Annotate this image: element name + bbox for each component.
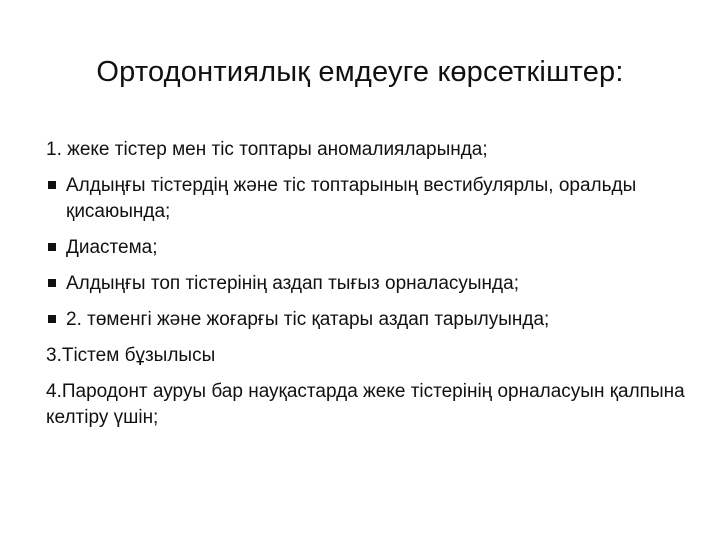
square-bullet-icon [48,243,56,251]
list-item-text: Алдыңғы тістердің және тіс топтарының вестибулярлы, оральды қисаюында; [66,175,637,222]
slide-content [46,137,686,441]
bullet-item-crowding [46,271,686,297]
list-item-3 [46,343,686,369]
square-bullet-icon [48,315,56,323]
list-item-text: Диастема; [66,237,158,258]
bullet-item-front-teeth [46,173,686,225]
list-item-text: Алдыңғы топ тістерінің аздап тығыз орналасуында; [66,273,519,294]
list-item-text: 2. төменгі және жоғарғы тіс қатары аздап тарылуында; [66,309,550,330]
square-bullet-icon [48,279,56,287]
bullet-item-arch-narrowing [46,307,686,333]
list-item-text: 4.Пародонт ауруы бар науқастарда жеке тістерінің орналасуын қалпына келтіру үшін; [46,381,685,428]
list-item-text: 3.Тістем бұзылысы [46,345,216,366]
slide-title: Ортодонтиялық емдеуге көрсеткіштер: [96,56,624,88]
list-item-4 [46,379,686,431]
list-item-text: 1. жеке тістер мен тіс топтары аномалияларында; [46,139,488,160]
bullet-item-diastema [46,235,686,261]
square-bullet-icon [48,181,56,189]
list-item-1 [46,137,686,163]
